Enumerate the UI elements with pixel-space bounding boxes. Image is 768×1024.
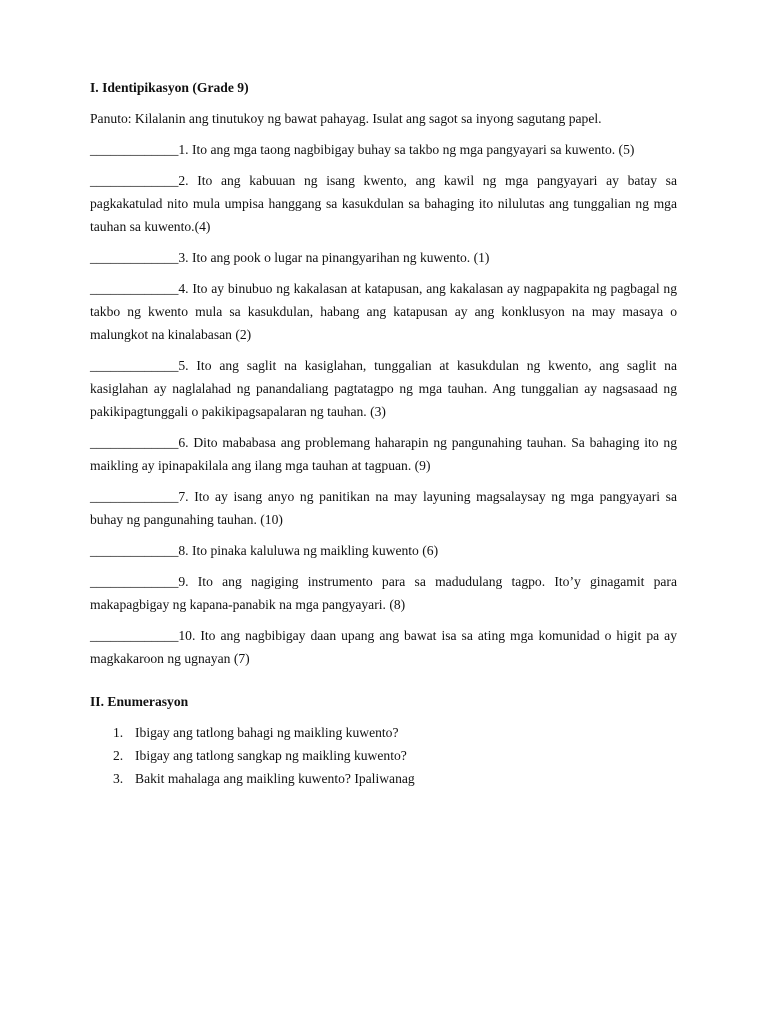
identification-item-3: _____________3. Ito ang pook o lugar na pinangyarihan ng kuwento. (1): [90, 250, 490, 265]
identification-item-8: _____________8. Ito pinaka kaluluwa ng maikling kuwento (6): [90, 543, 439, 558]
identification-item-7: _____________7. Ito ay isang anyo ng panitikan na may layuning magsalaysay ng mga pangyayari sa buhay ng pangunahing tauhan. (10): [90, 489, 677, 527]
enumeration-item-2: [90, 744, 677, 767]
identification-item-4: _____________4. Ito ay binubuo ng kakalasan at katapusan, ang kakalasan ay nagpapakita ng pagbagal ng takbo ng kwento mula sa kasukdulan, habang ang katapusan ay ang konklusyon na may masaya o malungkot na kinalabasan (2): [90, 281, 677, 342]
enumeration-list: [90, 721, 677, 790]
enumeration-number: 2.: [113, 748, 124, 763]
enumeration-text: Ibigay ang tatlong sangkap ng maikling kuwento?: [135, 748, 407, 763]
identification-item-2: _____________2. Ito ang kabuuan ng isang kwento, ang kawil ng mga pangyayari ay batay sa pagkakatulad nito mula umpisa hanggang sa kasukdulan sa bahaging ito nilulutas ang tunggalian ng mga tauhan sa kuwento.(4): [90, 173, 677, 234]
identification-item-1: _____________1. Ito ang mga taong nagbibigay buhay sa takbo ng mga pangyayari sa kuwento. (5): [90, 142, 635, 157]
identification-item-10: _____________10. Ito ang nagbibigay daan upang ang bawat isa sa ating mga komunidad o higit pa ay magkakaroon ng ugnayan (7): [90, 628, 677, 666]
identification-item-5: _____________5. Ito ang saglit na kasiglahan, tunggalian at kasukdulan ng kwento, ang saglit na kasiglahan ay naglalahad ng panandaliang pagtatagpo ng mga tauhan. Ang tunggalian ay nagsasaad ng pakikipagtunggali o pakikipagsapalaran ng tauhan. (3): [90, 358, 677, 419]
section-2-title: II. Enumerasyon: [90, 694, 189, 709]
enumeration-text: Ibigay ang tatlong bahagi ng maikling kuwento?: [135, 725, 399, 740]
enumeration-number: 1.: [113, 725, 124, 740]
worksheet-page: [90, 76, 677, 790]
enumeration-number: 3.: [113, 771, 124, 786]
instruction-text: Panuto: Kilalanin ang tinutukoy ng bawat pahayag. Isulat ang sagot sa inyong sagutang papel.: [90, 111, 602, 126]
section-1-title: I. Identipikasyon (Grade 9): [90, 80, 249, 95]
enumeration-item-1: [90, 721, 677, 744]
enumeration-item-3: [90, 767, 677, 790]
identification-item-6: _____________6. Dito mababasa ang problemang haharapin ng pangunahing tauhan. Sa bahaging ito ng maikling ay ipinapakilala ang ilang mga tauhan at tagpuan. (9): [90, 435, 677, 473]
identification-item-9: _____________9. Ito ang nagiging instrumento para sa madudulang tagpo. Ito’y ginagamit para makapagbigay ng kapana-panabik na mga pangyayari. (8): [90, 574, 677, 612]
enumeration-text: Bakit mahalaga ang maikling kuwento? Ipaliwanag: [135, 771, 415, 786]
